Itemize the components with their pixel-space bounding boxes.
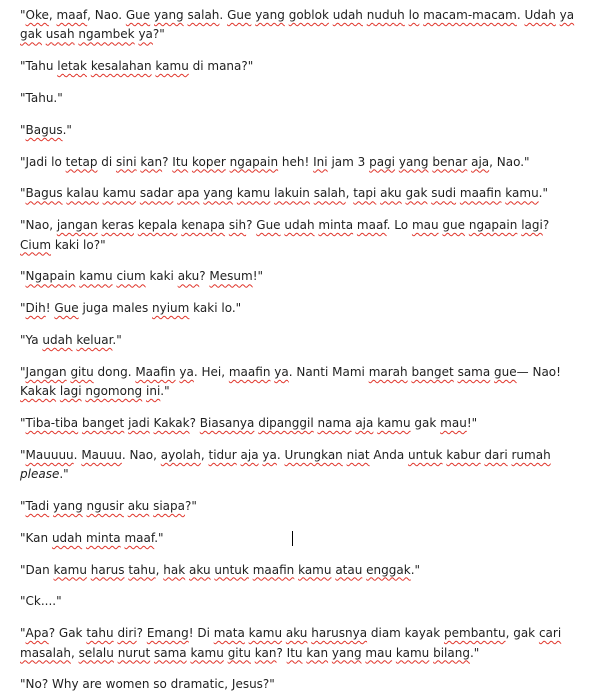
misspelled-word: mau — [440, 415, 467, 430]
misspelled-word: Mauuu — [81, 447, 122, 462]
misspelled-word: maaf — [356, 218, 387, 233]
text-run: ." — [59, 467, 69, 482]
misspelled-word: tahu — [128, 562, 156, 577]
misspelled-word: gak — [20, 27, 42, 42]
misspelled-word: sama — [153, 645, 187, 660]
misspelled-word: ya — [138, 27, 153, 42]
text-run: "Kan — [20, 530, 52, 545]
misspelled-word: ngusir — [86, 498, 124, 513]
misspelled-word: kamu — [190, 645, 224, 660]
misspelled-word: kan — [254, 645, 277, 660]
text-run: . Nanti Mami — [288, 364, 369, 379]
text-run: , — [155, 562, 164, 577]
misspelled-word: mau — [411, 218, 439, 233]
misspelled-word: Maafin — [135, 364, 176, 379]
misspelled-word: aku — [177, 269, 200, 284]
misspelled-word: letak — [57, 59, 87, 74]
misspelled-word: tidur — [208, 447, 237, 462]
misspelled-word: Dih — [25, 301, 46, 316]
text-run: ." — [538, 186, 549, 201]
text-run: , Nao. — [87, 8, 126, 22]
misspelled-word: Ini — [313, 154, 328, 169]
misspelled-word: gitu — [70, 364, 94, 379]
misspelled-word: Kakak — [153, 415, 190, 430]
misspelled-word: koper — [191, 154, 226, 169]
misspelled-word: lagi — [59, 384, 82, 399]
misspelled-word: Biasanya — [199, 415, 255, 430]
misspelled-word: ngambek — [78, 27, 135, 42]
paragraph[interactable] — [20, 267, 582, 286]
text-run: ? — [136, 626, 147, 641]
misspelled-word: banget — [411, 364, 454, 379]
text-run: " — [20, 447, 26, 462]
text-run: "Ya — [20, 332, 43, 347]
text-run: ." — [112, 332, 122, 347]
misspelled-word: marah — [368, 364, 408, 379]
misspelled-word: Apa — [25, 626, 49, 641]
misspelled-word: salah — [313, 186, 346, 201]
misspelled-word: yang — [398, 154, 429, 169]
misspelled-word: nuduh — [366, 8, 405, 22]
misspelled-word: jadi — [128, 415, 150, 430]
paragraph[interactable] — [20, 216, 582, 255]
text-run: , Nao." — [489, 154, 530, 169]
misspelled-word: aja — [355, 415, 374, 430]
text-run: " — [20, 626, 26, 641]
text-run: ?" — [152, 27, 165, 42]
misspelled-word: Urungkan — [284, 447, 343, 462]
paragraph[interactable] — [20, 331, 582, 350]
text-run: ? — [542, 218, 550, 233]
text-run: ." — [154, 530, 164, 545]
paragraph[interactable] — [20, 184, 582, 203]
text-run: . — [73, 447, 82, 462]
text-run: ? — [189, 415, 200, 430]
misspelled-word: usah — [45, 27, 75, 42]
misspelled-word: kamu — [102, 186, 137, 201]
misspelled-word: ya — [274, 364, 289, 379]
misspelled-word: masalah — [20, 645, 71, 660]
misspelled-word: nyium — [152, 301, 190, 316]
misspelled-word: yang — [331, 645, 362, 660]
text-run: ." — [62, 122, 72, 137]
misspelled-word: sadar — [139, 186, 174, 201]
text-run: " — [20, 122, 26, 137]
misspelled-word: apa — [177, 186, 200, 201]
misspelled-word: gue — [442, 218, 466, 233]
misspelled-word: lagi — [521, 218, 543, 233]
misspelled-word: lo — [408, 8, 420, 22]
text-run: jam 3 — [327, 154, 370, 169]
misspelled-word: aja — [471, 154, 490, 169]
paragraph[interactable] — [20, 299, 582, 318]
misspelled-word: udah — [332, 8, 363, 22]
misspelled-word: Ngapain — [25, 269, 76, 284]
paragraph[interactable] — [20, 675, 582, 694]
text-run: kaki lo?" — [51, 237, 106, 252]
text-run: "Tahu." — [20, 91, 63, 105]
text-run: ." — [160, 384, 170, 399]
misspelled-word: Kakak — [20, 384, 57, 399]
misspelled-word: yang — [53, 498, 83, 513]
misspelled-word: kamu — [248, 626, 283, 641]
text-run: di mana?" — [188, 59, 254, 74]
text-run: . — [276, 447, 285, 462]
misspelled-word: benar — [432, 154, 468, 169]
text-run: "No? Why are women so dramatic, Jesus?" — [20, 677, 275, 692]
paragraph[interactable] — [20, 121, 582, 140]
text-cursor — [292, 531, 293, 546]
misspelled-word: kan — [140, 154, 163, 169]
misspelled-word: kepala — [137, 218, 178, 233]
misspelled-word: hak — [163, 562, 186, 577]
misspelled-word: sini — [116, 154, 137, 169]
misspelled-word: minta — [85, 530, 121, 545]
text-run: diam kayak — [367, 626, 444, 641]
misspelled-word: ngomong — [85, 384, 143, 399]
misspelled-word: maafin — [252, 562, 295, 577]
misspelled-word: aku — [380, 186, 402, 201]
misspelled-word: Gue — [227, 8, 252, 22]
misspelled-word: cari — [538, 626, 562, 641]
text-run: di — [97, 154, 117, 169]
misspelled-word: kamu — [236, 186, 271, 201]
misspelled-word: mau — [365, 645, 393, 660]
misspelled-word: dari — [484, 447, 508, 462]
paragraph[interactable] — [20, 497, 582, 516]
misspelled-word: udah — [51, 530, 83, 545]
misspelled-word: gitu — [227, 645, 251, 660]
text-run: "Ck...." — [20, 594, 62, 609]
text-run: "Tahu — [20, 59, 58, 74]
misspelled-word: atau — [335, 562, 363, 577]
misspelled-word: maaf — [124, 530, 155, 545]
misspelled-word: Jangan — [25, 364, 67, 379]
misspelled-word: Gue — [125, 8, 151, 22]
text-run: " — [20, 498, 26, 513]
text-run: "Dan — [20, 562, 54, 577]
misspelled-word: pagi — [369, 154, 396, 169]
misspelled-word: aku — [127, 498, 150, 513]
misspelled-word: Gue — [54, 301, 79, 316]
misspelled-word: enggak — [366, 562, 411, 577]
text-run: !" — [466, 415, 478, 430]
misspelled-word: ya — [262, 447, 277, 462]
text-run: " — [20, 8, 26, 22]
text-run: heh! — [278, 154, 314, 169]
misspelled-word: niat — [346, 447, 370, 462]
misspelled-word: tahu — [86, 626, 114, 641]
misspelled-word: gak — [405, 186, 428, 201]
text-run: ? — [276, 645, 287, 660]
misspelled-word: jangan — [56, 218, 98, 233]
misspelled-word: kamu — [298, 562, 332, 577]
misspelled-word: kamu — [53, 562, 87, 577]
misspelled-word: kalau — [66, 186, 99, 201]
text-run: ." — [410, 562, 421, 577]
text-run: , — [70, 645, 79, 660]
misspelled-word: Emang — [146, 626, 189, 641]
paragraph[interactable] — [20, 153, 582, 172]
misspelled-word: sih — [228, 218, 247, 233]
text-run: " — [20, 301, 26, 316]
paragraph[interactable] — [20, 446, 582, 485]
misspelled-word: kenapa — [181, 218, 226, 233]
misspelled-word: ya — [559, 8, 575, 22]
text-run: " — [20, 364, 26, 379]
text-run: . — [219, 8, 228, 22]
text-run: ! Di — [188, 626, 214, 641]
misspelled-word: kesalahan — [90, 59, 152, 74]
paragraph[interactable] — [20, 6, 582, 45]
paragraph[interactable] — [20, 529, 582, 548]
misspelled-word: udah — [284, 218, 315, 233]
text-run: kaki lo." — [189, 301, 242, 316]
misspelled-word: lakuin — [274, 186, 310, 201]
misspelled-word: ngapain — [229, 154, 279, 169]
misspelled-word: sama — [457, 364, 491, 379]
text-run: gak — [410, 415, 441, 430]
misspelled-word: Itu — [172, 154, 189, 169]
misspelled-word: keluar — [76, 332, 113, 347]
text-run: kaki — [145, 269, 178, 284]
misspelled-word: banget — [81, 415, 125, 430]
misspelled-word: maafin — [459, 186, 502, 201]
paragraph[interactable] — [20, 363, 582, 402]
misspelled-word: tapi — [353, 186, 377, 201]
paragraph[interactable] — [20, 89, 582, 108]
misspelled-word: keras — [101, 218, 134, 233]
text-run: ." — [469, 645, 480, 660]
text-run: !" — [252, 269, 264, 284]
text-run: ! — [45, 301, 55, 316]
misspelled-word: harusnya — [311, 626, 368, 641]
text-run: , — [200, 447, 209, 462]
text-run: "Jadi lo — [20, 154, 66, 169]
misspelled-word: maafin — [228, 364, 271, 379]
misspelled-word: nurut — [117, 645, 151, 660]
misspelled-word: ayolah — [160, 447, 201, 462]
misspelled-word: yang — [154, 8, 184, 22]
paragraph[interactable] — [20, 561, 582, 580]
misspelled-word: Mauuuu — [25, 447, 74, 462]
misspelled-word: kamu — [79, 269, 113, 284]
misspelled-word: udah — [42, 332, 73, 347]
text-run: , — [345, 186, 354, 201]
misspelled-word: Cium — [20, 237, 52, 252]
misspelled-word: yang — [203, 186, 234, 201]
misspelled-word: kamu — [505, 186, 539, 201]
text-run: ? — [246, 218, 257, 233]
misspelled-word: aku — [189, 562, 211, 577]
text-run: " — [20, 186, 26, 201]
paragraph[interactable] — [20, 592, 582, 611]
text-run: ? Gak — [48, 626, 87, 641]
misspelled-word: harus — [90, 562, 125, 577]
misspelled-word: macam-macam — [423, 8, 517, 22]
misspelled-word: Oke — [25, 8, 49, 22]
misspelled-word: Tadi — [25, 498, 50, 513]
misspelled-word: Gue — [256, 218, 281, 233]
misspelled-word: goblok — [288, 8, 329, 22]
text-run: . Nao, — [121, 447, 161, 462]
misspelled-word: Udah — [524, 8, 556, 22]
misspelled-word: siapa — [153, 498, 186, 513]
misspelled-word: mata — [213, 626, 245, 641]
misspelled-word: ya — [179, 364, 194, 379]
text-run: — Nao! — [516, 364, 561, 379]
text-run: please — [20, 467, 60, 482]
text-run: . Lo — [386, 218, 412, 233]
paragraph[interactable] — [20, 57, 582, 76]
misspelled-word: ngapain — [468, 218, 518, 233]
misspelled-word: dipanggil — [258, 415, 314, 430]
misspelled-word: nama — [317, 415, 352, 430]
misspelled-word: maaf — [56, 8, 88, 22]
text-run: ? — [199, 269, 210, 284]
text-run: ? — [162, 154, 173, 169]
text-run: . Hei, — [193, 364, 229, 379]
misspelled-word: bilang — [433, 645, 470, 660]
misspelled-word: yang — [255, 8, 285, 22]
misspelled-word: Mesum — [209, 269, 253, 284]
misspelled-word: salah — [187, 8, 220, 22]
misspelled-word: kabur — [446, 447, 481, 462]
text-run: ?" — [185, 498, 197, 513]
misspelled-word: kan — [306, 645, 329, 660]
misspelled-word: kamu — [395, 645, 430, 660]
text-run: Anda — [369, 447, 409, 462]
misspelled-word: Tiba-tiba — [25, 415, 79, 430]
misspelled-word: Bagus — [25, 122, 63, 137]
text-run: " — [20, 269, 26, 284]
misspelled-word: ini — [146, 384, 161, 399]
misspelled-word: aku — [285, 626, 308, 641]
misspelled-word: pembantu — [444, 626, 506, 641]
text-run: dong. — [93, 364, 136, 379]
misspelled-word: Bagus — [25, 186, 63, 201]
text-run: , — [48, 8, 57, 22]
paragraph[interactable] — [20, 414, 582, 433]
text-run: , gak — [505, 626, 539, 641]
misspelled-word: Itu — [286, 645, 303, 660]
misspelled-word: rumah — [511, 447, 551, 462]
misspelled-word: sudi — [431, 186, 457, 201]
misspelled-word: minta — [318, 218, 354, 233]
misspelled-word: untuk — [408, 447, 443, 462]
text-run: "Nao, — [20, 218, 57, 233]
misspelled-word: selalu — [78, 645, 114, 660]
misspelled-word: diri — [117, 626, 137, 641]
misspelled-word: tetap — [65, 154, 98, 169]
text-run: " — [20, 415, 26, 430]
paragraph[interactable] — [20, 624, 582, 663]
text-run: juga males — [78, 301, 153, 316]
misspelled-word: untuk — [214, 562, 249, 577]
misspelled-word: kamu — [377, 415, 411, 430]
misspelled-word: kamu — [155, 59, 189, 74]
misspelled-word: aja — [240, 447, 259, 462]
text-run: . — [516, 8, 525, 22]
misspelled-word: cium — [116, 269, 146, 284]
misspelled-word: gue — [494, 364, 517, 379]
